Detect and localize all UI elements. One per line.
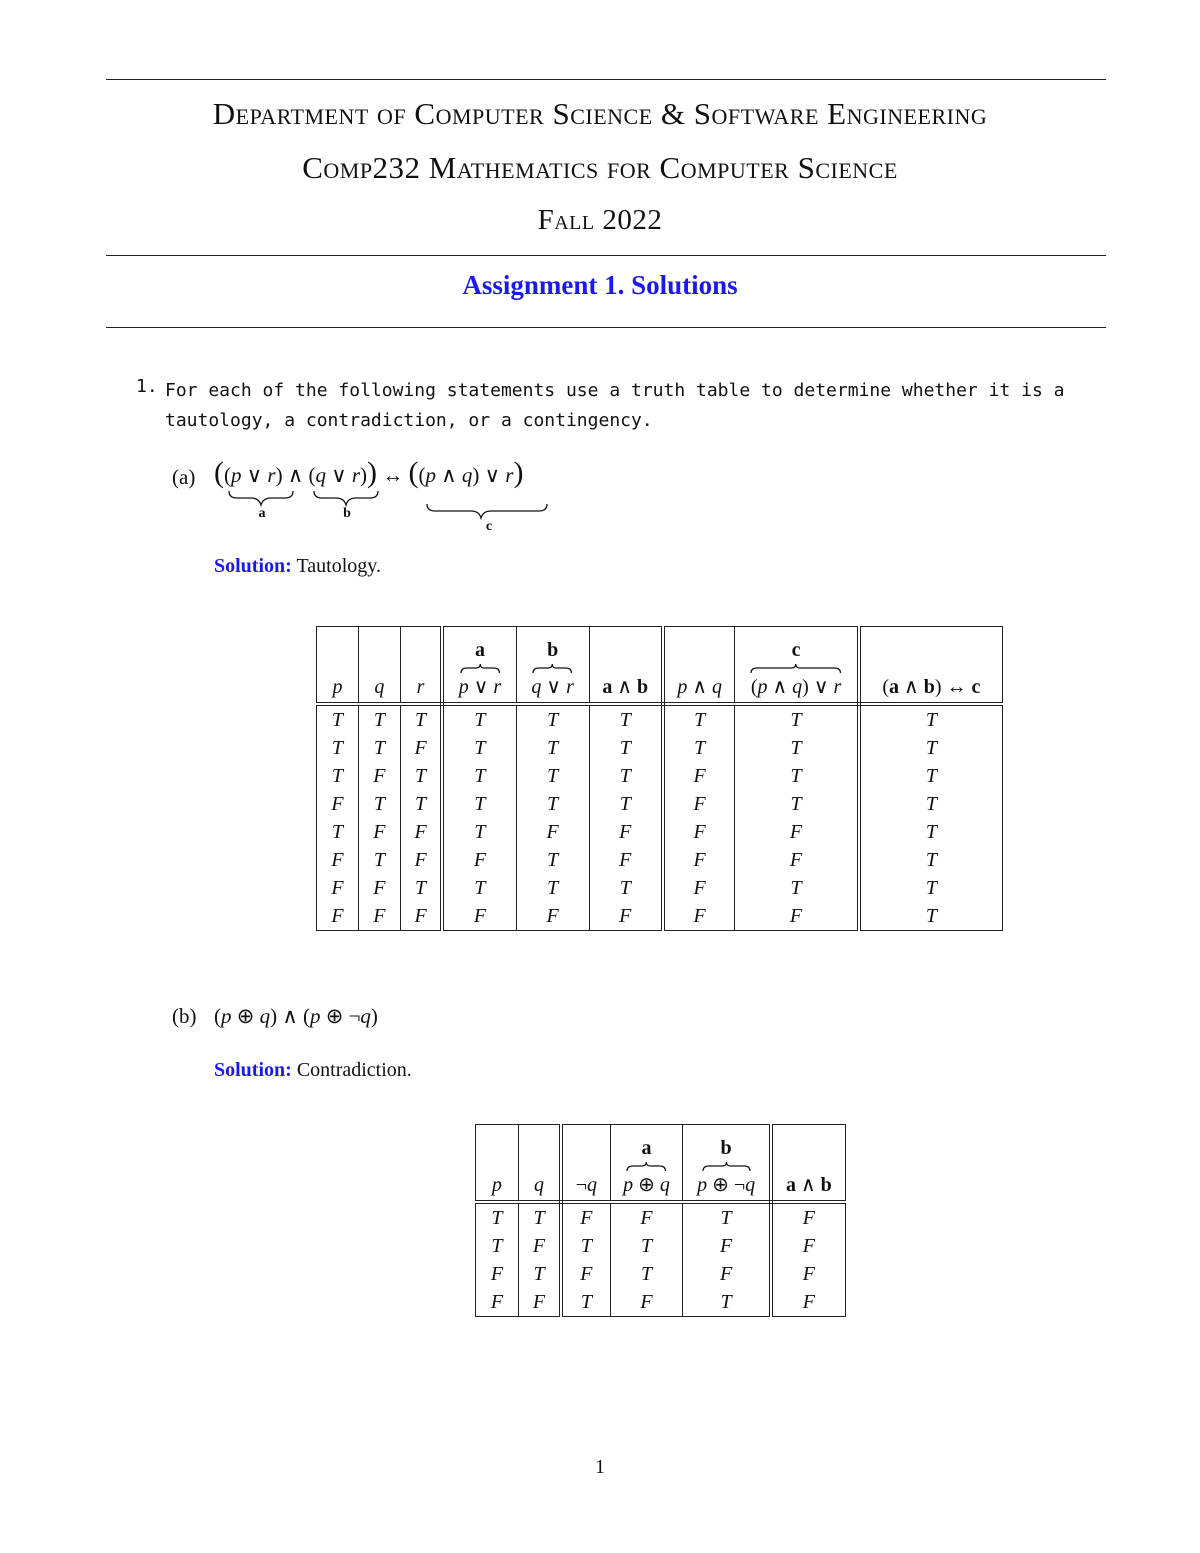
column-header: p ∨ r (458, 676, 502, 698)
table-cell: F (516, 902, 589, 931)
table-cell: T (400, 874, 442, 902)
brace-label-a: a (258, 506, 266, 521)
column-header: a ∧ b (602, 676, 649, 698)
table-cell: F (516, 818, 589, 846)
table-cell: T (516, 790, 589, 818)
table-cell: T (516, 704, 589, 734)
course-heading: Comp232 Mathematics for Computer Science (302, 150, 898, 185)
solution-label: Solution: (214, 555, 292, 577)
table-cell: T (561, 1288, 610, 1317)
overbrace (749, 664, 843, 674)
table-cell: F (663, 790, 735, 818)
table-header-cell (317, 627, 359, 705)
table-cell: F (771, 1288, 846, 1317)
table-header-cell (518, 1125, 561, 1203)
table-row (476, 1260, 846, 1288)
table-cell: T (400, 762, 442, 790)
table-cell: F (735, 818, 859, 846)
table-cell: T (516, 846, 589, 874)
table-cell: T (317, 762, 359, 790)
table-cell: T (561, 1232, 610, 1260)
table-row (317, 704, 1003, 734)
table-header-cell (683, 1125, 771, 1203)
table-header-cell (400, 627, 442, 705)
table-cell: T (610, 1260, 683, 1288)
table-cell: F (663, 874, 735, 902)
table-cell: F (518, 1232, 561, 1260)
table-row (317, 790, 1003, 818)
table-cell: F (400, 818, 442, 846)
table-row (317, 762, 1003, 790)
part-a-expression: ((p ∨ r) ∧ (q ∨ r)) ↔ ((p ∧ q) ∨ r) (214, 456, 524, 489)
table-header-cell (442, 627, 516, 705)
table-cell: F (317, 874, 359, 902)
table-cell: T (476, 1232, 519, 1260)
underbrace-c (427, 504, 547, 518)
table-cell: F (518, 1288, 561, 1317)
brace-label-c: c (485, 519, 493, 534)
column-header: p (491, 1174, 502, 1196)
column-header: q (374, 676, 385, 698)
table-cell: F (683, 1260, 771, 1288)
problem-statement: For each of the following statements use a truth table to determine whether it is a tautology, a contradiction, or a contingency. (165, 380, 1065, 431)
part-b-expression: (p ⊕ q) ∧ (p ⊕ ¬q) (214, 1004, 378, 1028)
column-header: q (534, 1174, 545, 1196)
table-cell: T (859, 818, 1003, 846)
table-cell: F (589, 846, 663, 874)
table-cell: T (400, 704, 442, 734)
table-header-cell (610, 1125, 683, 1203)
part-b-label: (b) (172, 1004, 197, 1028)
table-cell: T (735, 704, 859, 734)
table-cell: F (358, 762, 400, 790)
table-cell: T (516, 762, 589, 790)
table-cell: T (442, 818, 516, 846)
table-row (476, 1202, 846, 1232)
table-row (317, 818, 1003, 846)
table-cell: T (859, 902, 1003, 931)
table-cell: F (663, 846, 735, 874)
term-heading: Fall 2022 (537, 204, 663, 236)
underbraces (0, 0, 1200, 560)
problem-number: 1. (136, 376, 158, 397)
column-header: p (332, 676, 343, 698)
table-cell: T (859, 846, 1003, 874)
overbrace (701, 1162, 752, 1172)
table-cell: F (442, 846, 516, 874)
table-header-cell (663, 627, 735, 705)
table-cell: T (589, 704, 663, 734)
table-cell: T (589, 790, 663, 818)
underbrace-a (229, 491, 293, 505)
table-header-row (317, 627, 1003, 705)
column-header: (a ∧ b) ↔ c (882, 676, 981, 698)
part-b-solution (214, 1059, 412, 1082)
table-cell: F (561, 1260, 610, 1288)
table-cell: T (518, 1202, 561, 1232)
table-cell: T (859, 734, 1003, 762)
table-cell: F (683, 1232, 771, 1260)
table-cell: F (735, 902, 859, 931)
part-a-label: (a) (172, 465, 196, 489)
table-cell: F (476, 1288, 519, 1317)
overbrace (531, 664, 574, 674)
table-cell: T (442, 874, 516, 902)
table-header-cell (859, 627, 1003, 705)
column-header: (p ∧ q) ∨ r (750, 676, 842, 698)
part-a-solution (214, 555, 381, 578)
table-cell: T (589, 874, 663, 902)
overbrace (459, 664, 502, 674)
table-row (317, 734, 1003, 762)
overbrace-label: b (720, 1137, 732, 1159)
column-header: a ∧ b (785, 1174, 832, 1196)
table-cell: F (663, 762, 735, 790)
table-cell: F (589, 818, 663, 846)
table-cell: T (442, 704, 516, 734)
table-cell: T (735, 762, 859, 790)
brace-label-b: b (343, 506, 351, 521)
table-header-cell (561, 1125, 610, 1203)
table-cell: F (400, 846, 442, 874)
table-cell: F (735, 846, 859, 874)
table-cell: F (663, 818, 735, 846)
table-cell: T (516, 734, 589, 762)
column-header: q ∨ r (531, 676, 574, 698)
table-cell: F (561, 1202, 610, 1232)
table-cell: F (358, 902, 400, 931)
table-cell: F (442, 902, 516, 931)
table-cell: T (663, 704, 735, 734)
table-cell: T (317, 704, 359, 734)
table-header-cell (771, 1125, 846, 1203)
table-cell: T (859, 762, 1003, 790)
table-row (476, 1288, 846, 1317)
solution-text: Tautology. (296, 555, 381, 577)
column-header: r (416, 676, 425, 698)
table-cell: T (317, 818, 359, 846)
table-cell: T (518, 1260, 561, 1288)
table-cell: T (663, 734, 735, 762)
table-cell: F (771, 1202, 846, 1232)
truth-table-a (316, 626, 1003, 931)
assignment-title: Assignment 1. Solutions (462, 270, 738, 300)
table-cell: T (589, 762, 663, 790)
table-cell: F (771, 1232, 846, 1260)
table-header-row (476, 1125, 846, 1203)
table-cell: F (358, 818, 400, 846)
department-heading: Department of Computer Science & Software Engineering (212, 96, 988, 131)
column-header: p ⊕ q (623, 1174, 670, 1196)
table-header-cell (516, 627, 589, 705)
table-cell: T (358, 704, 400, 734)
table-cell: T (442, 790, 516, 818)
table-cell: T (358, 734, 400, 762)
table-header-cell (735, 627, 859, 705)
table-cell: T (859, 790, 1003, 818)
overbrace (625, 1162, 668, 1172)
overbrace-label: a (641, 1137, 652, 1159)
table-cell: T (859, 704, 1003, 734)
table-cell: F (317, 902, 359, 931)
table-cell: T (442, 734, 516, 762)
table-cell: F (610, 1202, 683, 1232)
table-cell: F (589, 902, 663, 931)
table-cell: F (610, 1288, 683, 1317)
table-cell: F (317, 790, 359, 818)
table-row (317, 846, 1003, 874)
table-cell: F (771, 1260, 846, 1288)
table-cell: T (735, 874, 859, 902)
table-cell: T (610, 1232, 683, 1260)
table-header-cell (589, 627, 663, 705)
overbrace-label: c (791, 639, 801, 661)
overbrace-label: b (547, 639, 559, 661)
table-cell: T (735, 734, 859, 762)
table-cell: T (442, 762, 516, 790)
table-cell: T (683, 1288, 771, 1317)
table-cell: T (735, 790, 859, 818)
solution-label: Solution: (214, 1059, 292, 1081)
column-header: ¬q (575, 1174, 598, 1196)
table-cell: F (400, 734, 442, 762)
table-cell: T (358, 846, 400, 874)
table-cell: T (589, 734, 663, 762)
table-cell: F (400, 902, 442, 931)
page-number: 1 (595, 1456, 605, 1478)
table-cell: T (400, 790, 442, 818)
table-row (317, 874, 1003, 902)
table-cell: T (516, 874, 589, 902)
table-cell: F (476, 1260, 519, 1288)
table-cell: T (683, 1202, 771, 1232)
table-row (317, 902, 1003, 931)
table-cell: F (663, 902, 735, 931)
solution-text: Contradiction. (296, 1059, 412, 1081)
table-cell: T (859, 874, 1003, 902)
table-header-cell (358, 627, 400, 705)
table-cell: F (358, 874, 400, 902)
column-header: p ∧ q (677, 676, 722, 698)
column-header: p ⊕ ¬q (697, 1174, 756, 1196)
overbrace-label: a (474, 639, 485, 661)
underbrace-b (314, 491, 378, 505)
table-cell: T (358, 790, 400, 818)
table-cell: T (476, 1202, 519, 1232)
table-cell: F (317, 846, 359, 874)
table-row (476, 1232, 846, 1260)
table-header-cell (476, 1125, 519, 1203)
truth-table-b (475, 1124, 846, 1317)
table-cell: T (317, 734, 359, 762)
